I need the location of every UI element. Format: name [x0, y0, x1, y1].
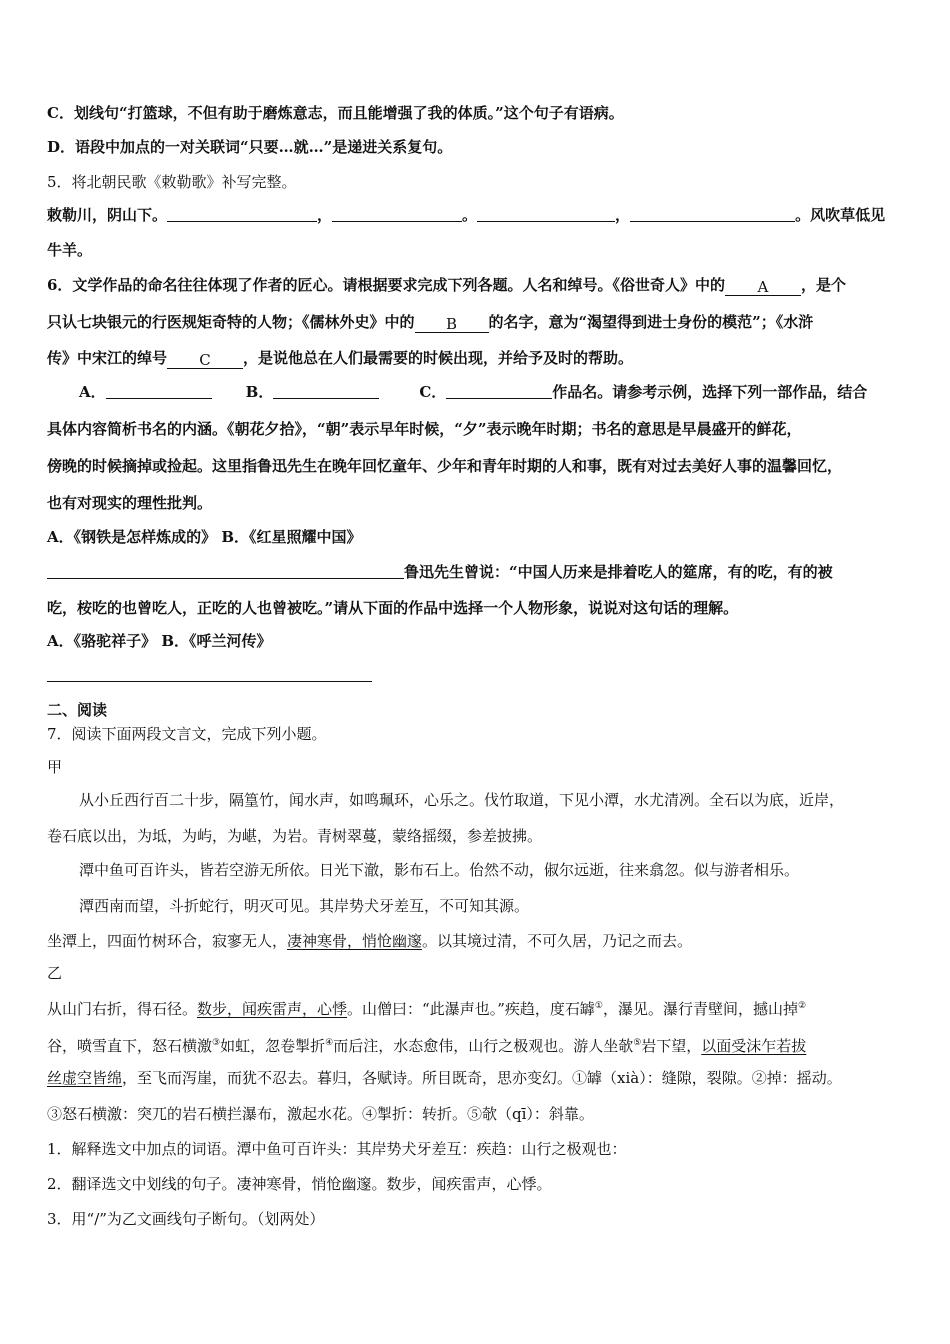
footnote-mark-1: ① — [594, 1001, 603, 1011]
q7-jia-p4-text: 坐潭上，四面竹树环合，寂寥无人， — [47, 932, 288, 950]
footnote-mark-5: ⑤ — [633, 1038, 642, 1048]
q5-period-1: 。 — [462, 206, 478, 224]
footnote-mark-3: ③ — [212, 1038, 221, 1048]
q6-works-1: A．《钢铁是怎样炼成的》 B．《红星照耀中国》 — [47, 528, 362, 546]
q7-jia-p3: 潭西南而望，斗折蛇行，明灭可见。其岸势犬牙差互，不可知其源。 — [79, 897, 530, 915]
q6-line3-text: 传》中宋江的绰号 — [47, 349, 168, 367]
q7-yi-underlined-sentence: 数步，闻疾雷声，心悸 — [197, 1000, 348, 1018]
q7-jia-p4 — [47, 931, 692, 951]
q6-blank-c[interactable]: C — [167, 353, 243, 369]
q6-answer-b-label: B． — [245, 383, 274, 401]
q5-blank-3[interactable] — [477, 206, 615, 222]
q6-line9 — [47, 562, 833, 582]
q6-line10: 吃，桉吃的也曾吃人，正吃的人也曾被吃。”请从下面的作品中选择一个人物形象，说说对这句话的理解。 — [47, 599, 739, 617]
q7-yi-line2-text: 谷，喷雪直下，怒石横激 — [47, 1037, 213, 1055]
q5-line2: 牛羊。 — [47, 241, 93, 259]
q6-answer-b-blank[interactable] — [273, 383, 379, 399]
q6-answer-a-label: A． — [79, 383, 106, 401]
q7-jia-underlined-sentence: 凄神寒骨，悄怆幽邃 — [287, 932, 423, 950]
q7-sub-1: 1．解释选文中加点的词语。潭中鱼可百许头：其岸势犬牙差互：疾趋：山行之极观也： — [47, 1140, 627, 1158]
q6-line2-text: 只认七块银元的行医规矩奇特的人物；《儒林外史》中的 — [47, 313, 415, 331]
q6-line9-tail: 鲁迅先生曾说：“中国人历来是排着吃人的筵席，有的吃，有的被 — [404, 563, 833, 581]
q6-line2 — [47, 312, 813, 333]
q4-option-c: C．划线句“打篮球，不但有助于磨炼意志，而且能增强了我的体质。”这个句子有语病。 — [47, 104, 624, 122]
q6-line3-tail: ，是说他总在人们最需要的时候出现，并给予及时的帮助。 — [243, 349, 634, 367]
q6-blank-b[interactable]: B — [415, 317, 489, 333]
q7-yi-line3-text: ，至飞而泻崖，而犹不忍去。暮归，各赋诗。所目既奇，思亦变幻。①罅（xià）：缝隙，裂隙。②掉：摇动。 — [122, 1069, 842, 1087]
q7-label-yi: 乙 — [47, 964, 63, 982]
q7-yi-line1-mid: 。山僧曰：“此瀑声也。”疾趋，度石罅 — [347, 1000, 595, 1018]
q7-sub-3: 3．用“/”为乙文画线句子断句。（划两处） — [47, 1210, 325, 1228]
q7-yi-line3 — [47, 1068, 842, 1088]
section-2-title: 二、阅读 — [47, 701, 108, 719]
q7-yi-line1-tail: ，瀑见。瀑行青壁间，撼山掉 — [602, 1000, 798, 1018]
q7-yi-underlined-breakline-2: 丝虚空皆绵 — [47, 1069, 123, 1087]
footnote-mark-4: ④ — [325, 1038, 334, 1048]
q7-yi-line2-mid3: 岩下望， — [641, 1037, 702, 1055]
q6-line2-tail: 的名字，意为“渴望得到进士身份的模范”；《水浒 — [488, 313, 814, 331]
q5-comma-2: ， — [615, 206, 631, 224]
q7-yi-line2-mid2: 而后注，水态愈伟，山行之极观也。游人坐欹 — [333, 1037, 634, 1055]
q6-line4 — [79, 382, 867, 402]
q7-jia-p1-line1: 从小丘西行百二十步，隔篁竹，闻水声，如鸣珮环，心乐之。伐竹取道，下见小潭，水尤清冽。全石以为底，近岸， — [79, 791, 845, 809]
q5-stem: 5．将北朝民歌《敕勒歌》补写完整。 — [47, 173, 297, 191]
q6-answer-blank-1[interactable] — [47, 563, 404, 579]
q7-label-jia: 甲 — [47, 758, 63, 776]
q7-sub-2: 2．翻译选文中划线的句子。凄神寒骨，悄怆幽邃。数步，闻疾雷声，心悸。 — [47, 1175, 552, 1193]
q6-answer-blank-2[interactable] — [47, 680, 372, 682]
q5-comma-1: ， — [317, 206, 333, 224]
q6-line7: 也有对现实的理性批判。 — [47, 494, 213, 512]
q6-line4-tail: 作品名。请参考示例，选择下列一部作品，结合 — [552, 383, 868, 401]
q7-yi-line1-text: 从山门右折，得石径。 — [47, 1000, 198, 1018]
q7-yi-underlined-breakline-1: 以面受沫乍若拔 — [701, 1037, 807, 1055]
q5-line1-start: 敕勒川，阴山下。 — [47, 206, 168, 224]
q7-yi-line2-mid: 如虹，忽卷掣折 — [220, 1037, 326, 1055]
q7-stem: 7．阅读下面两段文言文，完成下列小题。 — [47, 725, 327, 743]
q6-blank-a[interactable]: A — [725, 280, 801, 296]
q7-jia-p1-line2: 卷石底以出，为坻，为屿，为嵁，为岩。青树翠蔓，蒙络摇缀，参差披拂。 — [47, 827, 543, 845]
q6-line5: 具体内容简析书名的内涵。《朝花夕拾》，“朝”表示早年时候，“夕”表示晚年时期；书名的意思是早晨盛开的鲜花， — [47, 420, 802, 438]
q5-line1 — [47, 205, 885, 225]
q6-works-2: A．《骆驼祥子》 B．《呼兰河传》 — [47, 632, 272, 650]
q6-line1-tail: ，是个 — [800, 276, 846, 294]
q6-answer-c-blank[interactable] — [446, 383, 552, 399]
q5-blank-4[interactable] — [630, 206, 795, 222]
q5-line1-end: 。风吹草低见 — [795, 206, 886, 224]
q5-blank-1[interactable] — [167, 206, 317, 222]
q7-yi-line2 — [47, 1033, 806, 1056]
q7-jia-p2: 潭中鱼可百许头，皆若空游无所依。日光下澈，影布石上。佁然不动，俶尔远逝，往来翕忽。似与游者相乐。 — [79, 861, 800, 879]
q6-answer-c-label: C． — [419, 383, 447, 401]
q6-line3 — [47, 348, 633, 369]
q6-line1-text: 6．文学作品的命名往往体现了作者的匠心。请根据要求完成下列各题。人名和绰号。《俗世奇人》中的 — [47, 276, 725, 294]
q5-blank-2[interactable] — [332, 206, 462, 222]
footnote-mark-2: ② — [797, 1001, 807, 1011]
q6-line6: 傍晚的时候摘掉或捡起。这里指鲁迅先生在晚年回忆童年、少年和青年时期的人和事，既有对过去美好人事的温馨回忆， — [47, 457, 843, 475]
q6-answer-a-blank[interactable] — [106, 383, 212, 399]
q7-yi-notes: ③怒石横激：突兀的岩石横拦瀑布，激起水花。④掣折：转折。⑤欹（qī）：斜靠。 — [47, 1105, 594, 1123]
q7-yi-line1 — [47, 996, 806, 1019]
q4-option-d: D．语段中加点的一对关联词“只要…就…”是递进关系复句。 — [47, 138, 453, 156]
q6-line1 — [47, 275, 846, 296]
q7-jia-p4-tail: 。以其境过清，不可久居，乃记之而去。 — [422, 932, 693, 950]
